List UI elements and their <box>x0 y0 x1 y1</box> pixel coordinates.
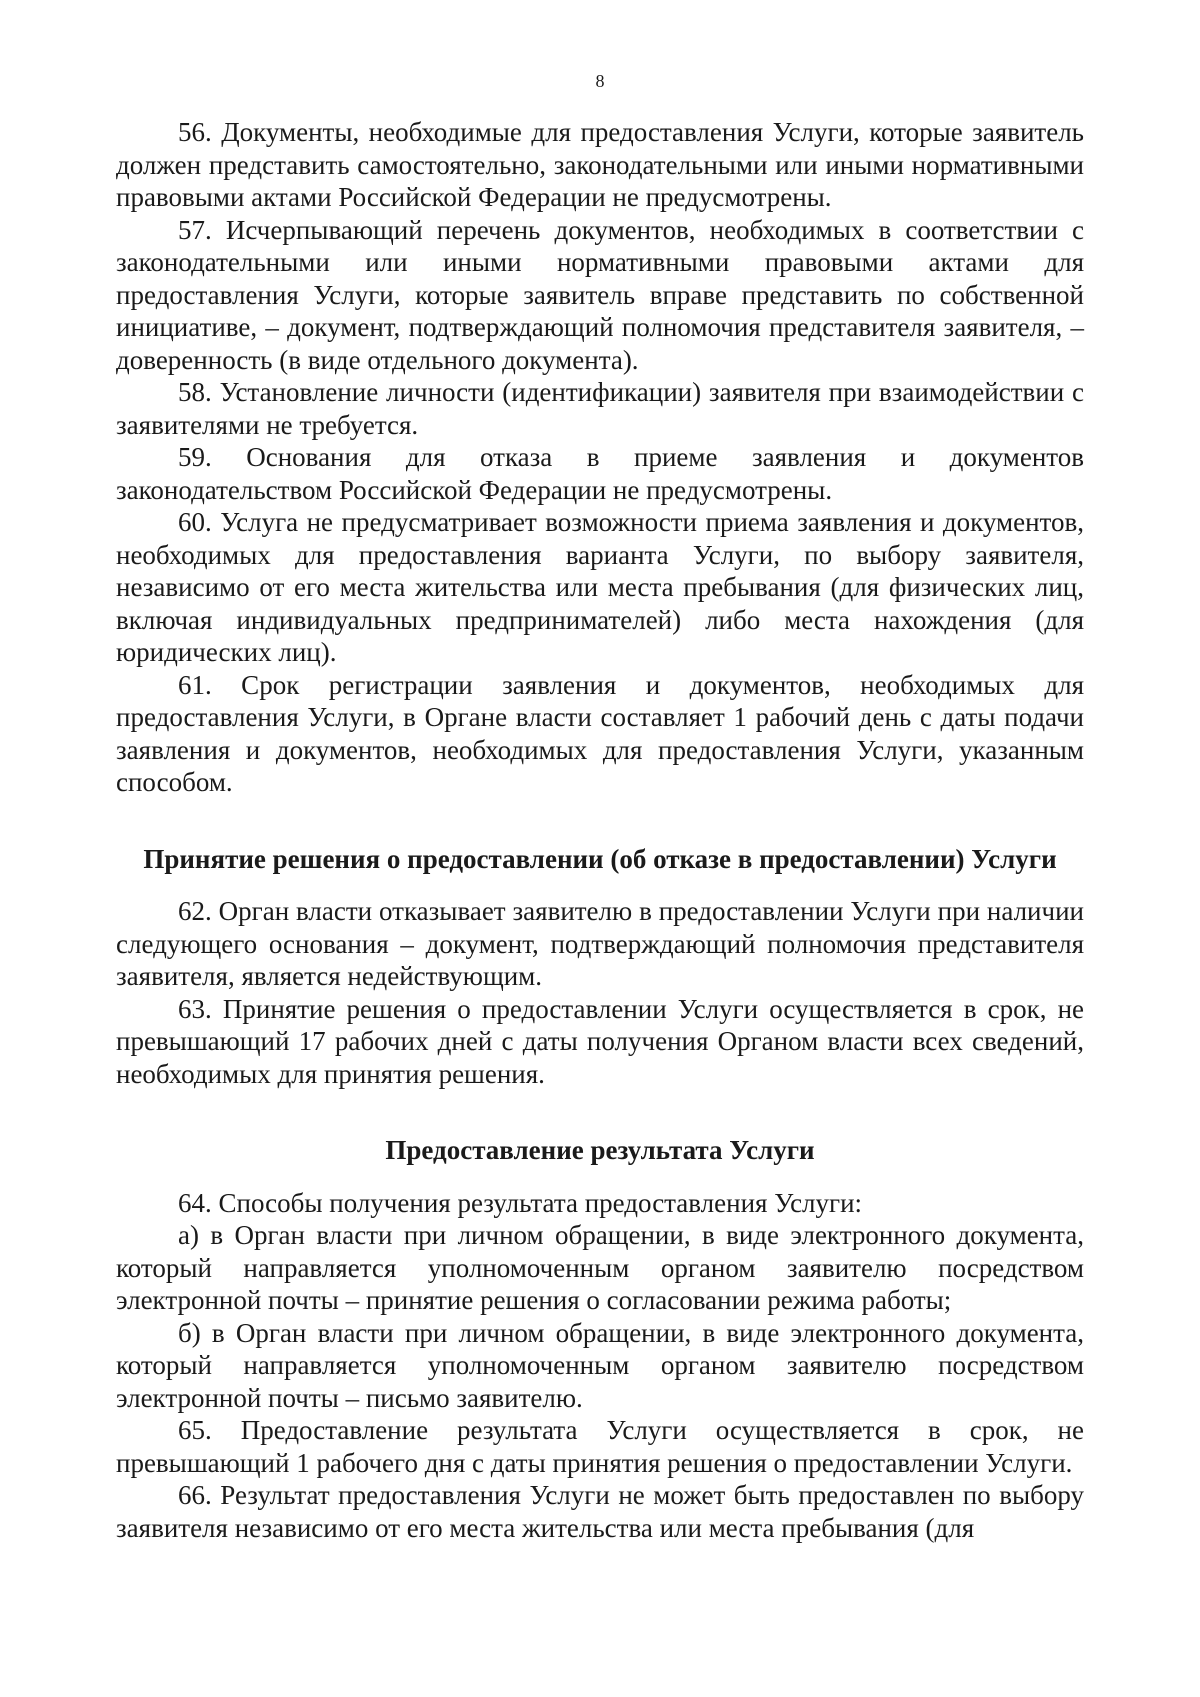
paragraph-66: 66. Результат предоставления Услуги не может быть предоставлен по выбору заявителя независимо от его места жительства или места пребывания (для <box>116 1480 1084 1543</box>
paragraph-62: 62. Орган власти отказывает заявителю в предоставлении Услуги при наличии следующего основания – документ, подтверждающий полномочия представителя заявителя, является недействующим. <box>116 896 1084 991</box>
paragraph-57: 57. Исчерпывающий перечень документов, необходимых в соответствии с законодательными или иными нормативными правовыми актами для предоставления Услуги, которые заявитель вправе представить по собственной инициативе, – документ, подтверждающий полномочия представителя заявителя, – доверенность (в виде отдельного документа). <box>116 214 1084 375</box>
section-heading-decision: Принятие решения о предоставлении (об отказе в предоставлении) Услуги <box>143 843 1057 874</box>
paragraph-59: 59. Основания для отказа в приеме заявления и документов законодательством Российской Федерации не предусмотрены. <box>116 442 1084 505</box>
paragraph-63: 63. Принятие решения о предоставлении Услуги осуществляется в срок, не превышающий 17 рабочих дней с даты получения Органом власти всех сведений, необходимых для принятия решения. <box>116 993 1084 1089</box>
paragraph-58: 58. Установление личности (идентификации) заявителя при взаимодействии с заявителями не требуется. <box>116 377 1084 440</box>
document-body <box>116 116 1084 1544</box>
paragraph-56: 56. Документы, необходимые для предоставления Услуги, которые заявитель должен представить самостоятельно, законодательными или иными нормативными правовыми актами Российской Федерации не предусмотрены. <box>116 117 1084 212</box>
paragraph-60: 60. Услуга не предусматривает возможности приема заявления и документов, необходимых для предоставления варианта Услуги, по выбору заявителя, независимо от его места жительства или места пребывания (для физических лиц, включая индивидуальных предпринимателей) либо места нахождения (для юридических лиц). <box>116 507 1084 667</box>
paragraph-64: 64. Способы получения результата предоставления Услуги: <box>178 1187 863 1218</box>
paragraph-64-b: б) в Орган власти при личном обращении, в виде электронного документа, который направляется уполномоченным органом заявителю посредством электронной почты – письмо заявителю. <box>116 1317 1084 1413</box>
page-number: 8 <box>595 71 605 91</box>
section-heading-result: Предоставление результата Услуги <box>385 1135 815 1165</box>
paragraph-64-a: а) в Орган власти при личном обращении, в виде электронного документа, который направляется уполномоченным органом заявителю посредством электронной почты – принятие решения о согласовании режима работы; <box>116 1220 1084 1315</box>
paragraph-61: 61. Срок регистрации заявления и документов, необходимых для предоставления Услуги, в Органе власти составляет 1 рабочий день с даты подачи заявления и документов, необходимых для предоставления Услуги, указанным способом. <box>116 669 1084 797</box>
paragraph-65: 65. Предоставление результата Услуги осуществляется в срок, не превышающий 1 рабочего дня с даты принятия решения о предоставлении Услуги. <box>116 1415 1084 1478</box>
